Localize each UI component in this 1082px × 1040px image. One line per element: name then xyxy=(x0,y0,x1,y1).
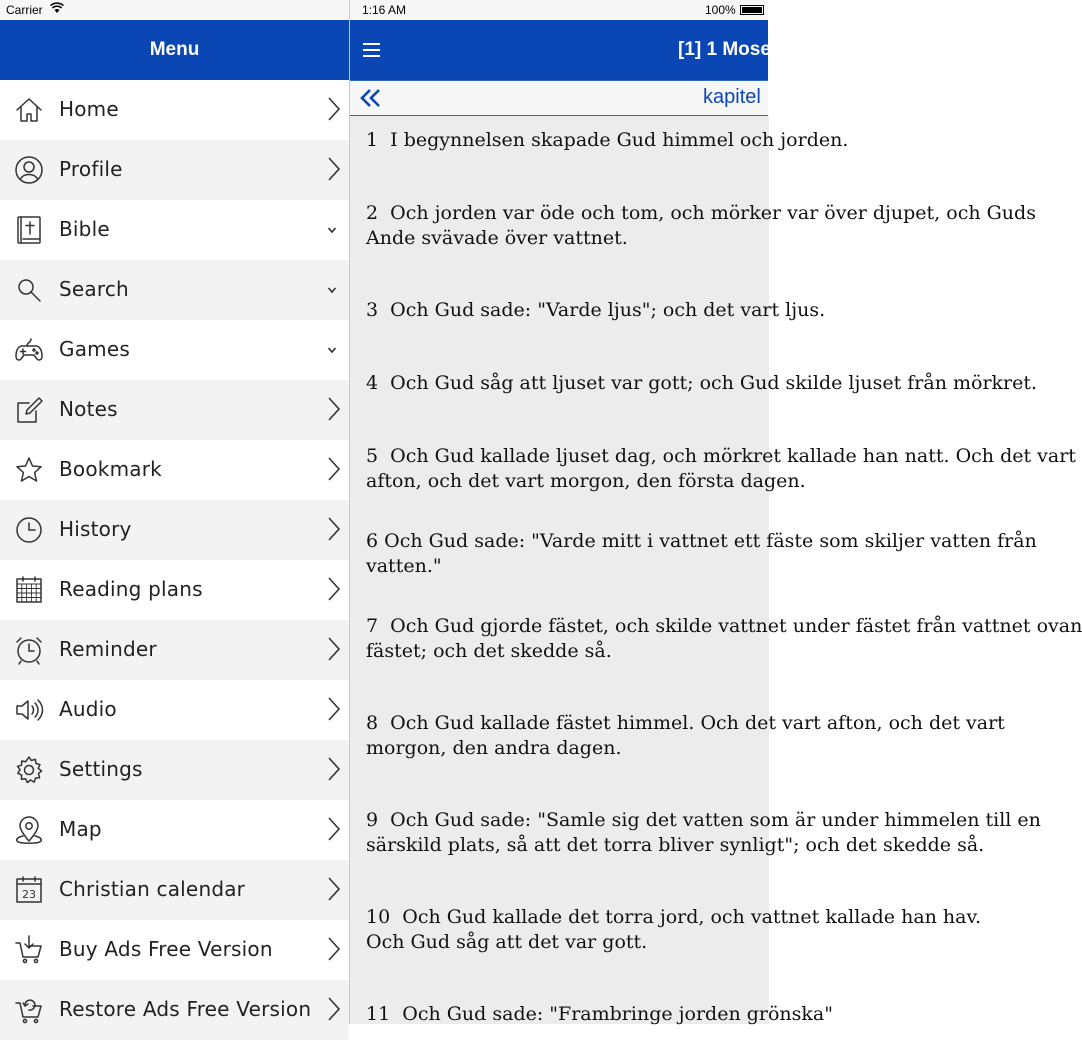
verse-line: Och Gud såg att det var gott. xyxy=(366,931,648,953)
gamepad-icon xyxy=(14,335,44,365)
menu-item-home[interactable] xyxy=(0,80,349,140)
verse-line: Ande svävade över vattnet. xyxy=(366,227,628,249)
hamburger-menu-icon[interactable] xyxy=(363,42,381,58)
svg-text:23: 23 xyxy=(22,888,36,901)
menu-item-settings[interactable] xyxy=(0,740,349,800)
chevron-right-icon xyxy=(327,636,341,662)
carrier-label: Carrier xyxy=(6,3,43,17)
menu-item-label: Bookmark xyxy=(59,457,162,481)
map-pin-icon xyxy=(14,815,44,845)
bible-icon xyxy=(14,215,44,245)
chevron-right-icon xyxy=(327,456,341,482)
chevron-right-icon xyxy=(327,876,341,902)
menu-item-profile[interactable] xyxy=(0,140,349,200)
menu-item-map[interactable] xyxy=(0,800,349,860)
status-time: 1:16 AM xyxy=(362,3,407,17)
menu-item-label: Restore Ads Free Version xyxy=(59,997,312,1021)
home-icon xyxy=(14,95,44,125)
verse-line: 5 Och Gud kallade ljuset dag, och mörkret kallade han natt. Och det vart xyxy=(366,445,1076,467)
battery-icon xyxy=(740,5,764,15)
menu-item-label: Settings xyxy=(59,757,143,781)
gear-icon xyxy=(14,755,44,785)
verse-line: 2 Och jorden var öde och tom, och mörker var över djupet, och Guds xyxy=(366,202,1036,224)
menu-item-label: Profile xyxy=(59,157,123,181)
chevron-right-icon xyxy=(327,936,341,962)
menu-item-buy-ads-free-version[interactable] xyxy=(0,920,349,980)
verse-line: 6 Och Gud sade: "Varde mitt i vattnet ett fäste som skiljer vatten från xyxy=(366,530,1037,552)
verse-line: 9 Och Gud sade: "Samle sig det vatten som är under himmelen till en xyxy=(366,809,1041,831)
verse-line: 11 Och Gud sade: "Frambringe jorden grönska" xyxy=(366,1003,833,1025)
menu-item-label: Audio xyxy=(59,697,117,721)
speaker-icon xyxy=(14,695,44,725)
chevron-right-icon xyxy=(327,696,341,722)
verse-content xyxy=(350,116,1082,1025)
verse-line: 10 Och Gud kallade det torra jord, och vattnet kallade han hav. xyxy=(366,906,982,928)
verse-line: 8 Och Gud kallade fästet himmel. Och det vart afton, och det vart xyxy=(366,712,1005,734)
menu-header xyxy=(0,20,349,80)
verse-2[interactable] xyxy=(366,201,1036,251)
verse-line: 7 Och Gud gjorde fästet, och skilde vattnet under fästet från vattnet ovan xyxy=(366,615,1082,637)
wifi-icon xyxy=(50,2,64,17)
side-menu xyxy=(0,0,349,1024)
verse-10[interactable] xyxy=(366,905,981,955)
menu-item-label: Search xyxy=(59,277,129,301)
star-icon xyxy=(14,455,44,485)
verse-4[interactable] xyxy=(366,371,1037,396)
chevron-down-icon xyxy=(327,226,337,234)
battery-percent: 100% xyxy=(705,3,736,17)
verse-1[interactable] xyxy=(366,128,848,153)
chapter-bar xyxy=(350,80,768,116)
menu-item-bookmark[interactable] xyxy=(0,440,349,500)
verse-7[interactable] xyxy=(366,614,1082,664)
chapter-button[interactable]: kapitel xyxy=(703,86,761,108)
menu-item-bible[interactable] xyxy=(0,200,349,260)
menu-item-label: Buy Ads Free Version xyxy=(59,937,273,961)
menu-item-label: Reading plans xyxy=(59,577,203,601)
menu-item-reading-plans[interactable] xyxy=(0,560,349,620)
chevron-right-icon xyxy=(327,516,341,542)
chevron-right-icon xyxy=(327,96,341,122)
search-icon xyxy=(14,275,44,305)
verse-line: fästet; och det skedde så. xyxy=(366,640,612,662)
verse-line: vatten." xyxy=(366,555,442,577)
verse-9[interactable] xyxy=(366,808,1041,858)
menu-item-games[interactable] xyxy=(0,320,349,380)
chevron-down-icon xyxy=(327,346,337,354)
profile-icon xyxy=(14,155,44,185)
verse-line: afton, och det vart morgon, den första dagen. xyxy=(366,470,806,492)
menu-item-label: Bible xyxy=(59,217,110,241)
verse-line: 4 Och Gud såg att ljuset var gott; och Gud skilde ljuset från mörkret. xyxy=(366,372,1038,394)
double-chevron-left-icon[interactable] xyxy=(360,88,382,108)
verse-5[interactable] xyxy=(366,444,1076,494)
verse-8[interactable] xyxy=(366,711,1005,761)
calendar-grid-icon xyxy=(14,575,44,605)
menu-item-label: Games xyxy=(59,337,130,361)
menu-item-search[interactable] xyxy=(0,260,349,320)
chevron-right-icon xyxy=(327,396,341,422)
menu-item-label: History xyxy=(59,517,132,541)
clock-icon xyxy=(14,515,44,545)
verse-11[interactable] xyxy=(366,1002,833,1027)
reader-pane xyxy=(349,0,1082,1025)
chevron-right-icon xyxy=(327,756,341,782)
menu-item-christian-calendar[interactable] xyxy=(0,860,349,920)
verse-line: 1 I begynnelsen skapade Gud himmel och jorden. xyxy=(366,129,849,151)
menu-item-notes[interactable] xyxy=(0,380,349,440)
menu-item-label: Notes xyxy=(59,397,118,421)
verse-line: 3 Och Gud sade: "Varde ljus"; och det vart ljus. xyxy=(366,299,826,321)
verse-line: särskild plats, så att det torra bliver synligt"; och det skedde så. xyxy=(366,834,985,856)
menu-item-label: Reminder xyxy=(59,637,157,661)
chevron-right-icon xyxy=(327,156,341,182)
menu-item-restore-ads-free-version[interactable] xyxy=(0,980,349,1040)
verse-line: morgon, den andra dagen. xyxy=(366,737,622,759)
menu-list xyxy=(0,80,349,1040)
menu-item-label: Christian calendar xyxy=(59,877,246,901)
menu-title: Menu xyxy=(149,39,200,60)
status-bar-right xyxy=(350,0,768,20)
status-bar-left xyxy=(0,0,349,20)
reader-title: [1] 1 Moseboken xyxy=(678,39,827,60)
menu-item-audio[interactable] xyxy=(0,680,349,740)
cart-restore-icon xyxy=(14,995,44,1025)
verse-3[interactable] xyxy=(366,298,825,323)
menu-item-reminder[interactable] xyxy=(0,620,349,680)
calendar-23-icon xyxy=(14,875,44,905)
alarm-clock-icon xyxy=(14,635,44,665)
chevron-right-icon xyxy=(327,996,341,1022)
notes-icon xyxy=(14,395,44,425)
reader-navbar xyxy=(350,20,827,80)
menu-item-history[interactable] xyxy=(0,500,349,560)
menu-item-label: Home xyxy=(59,97,119,121)
chevron-right-icon xyxy=(327,576,341,602)
chevron-down-icon xyxy=(327,286,337,294)
verse-6[interactable] xyxy=(366,529,1037,579)
cart-download-icon xyxy=(14,935,44,965)
chevron-right-icon xyxy=(327,816,341,842)
menu-item-label: Map xyxy=(59,817,102,841)
